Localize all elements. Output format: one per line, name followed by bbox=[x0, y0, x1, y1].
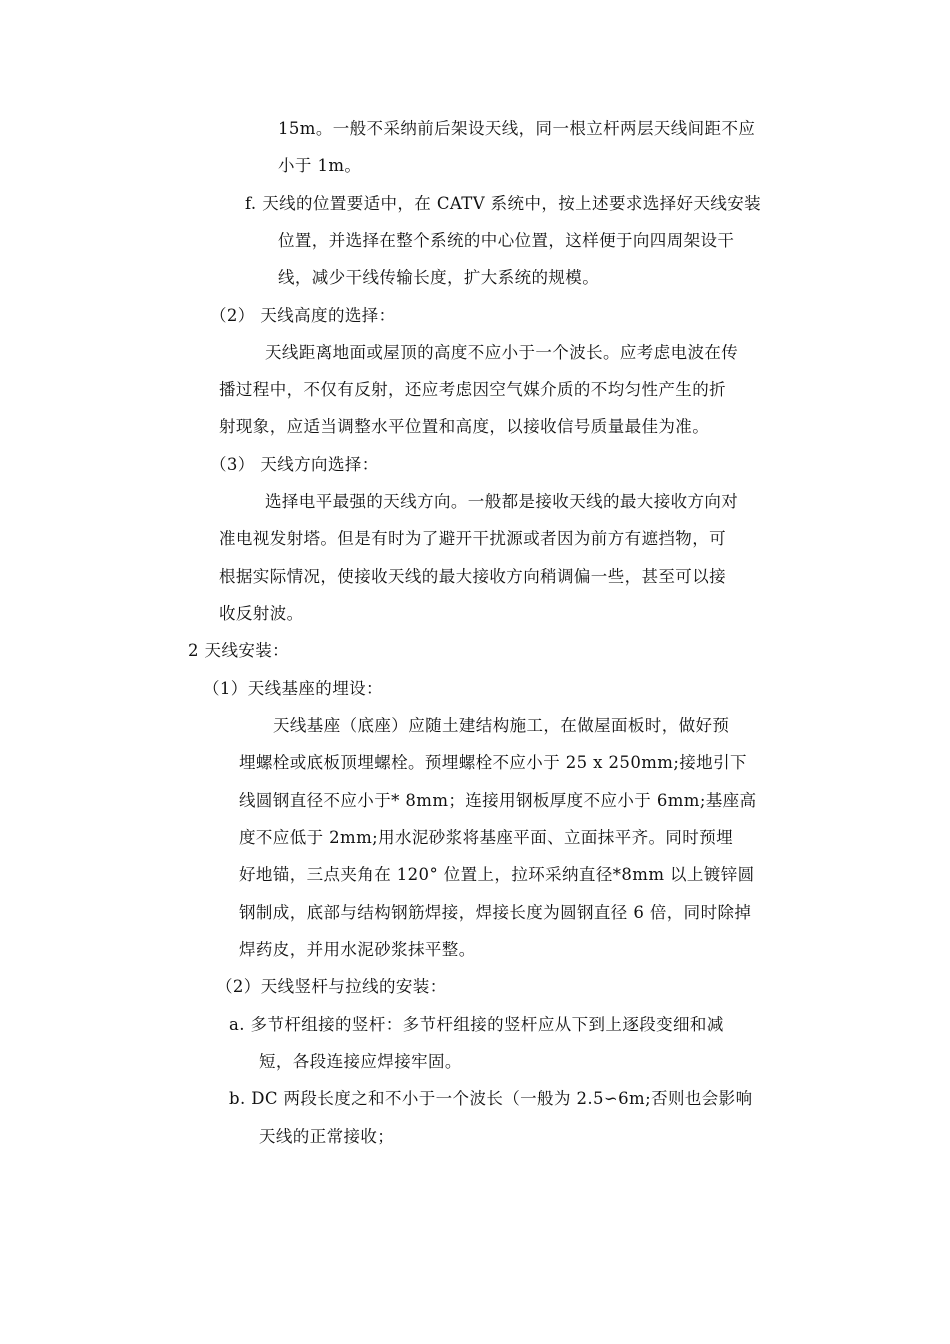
text-line: 播过程中，不仅有反射，还应考虑因空气媒介质的不均匀性产生的折 bbox=[219, 380, 726, 399]
text-line: 射现象，应适当调整水平位置和高度，以接收信号质量最佳为准。 bbox=[219, 417, 710, 436]
chapter-heading: 2 天线安装： bbox=[188, 641, 290, 660]
text-line: 15m。一般不采纳前后架设天线，同一根立杆两层天线间距不应 bbox=[278, 119, 756, 138]
text-line: 短，各段连接应焊接牢固。 bbox=[259, 1052, 462, 1071]
text-line: 天线基座（底座）应随土建结构施工，在做屋面板时，做好预 bbox=[273, 716, 730, 735]
text-line: 埋螺栓或底板顶埋螺栓。预埋螺栓不应小于 25 x 250mm;接地引下 bbox=[239, 753, 747, 772]
text-line: 天线的正常接收； bbox=[259, 1127, 395, 1146]
text-line: 小于 1m。 bbox=[278, 156, 362, 175]
section-heading: （2）天线竖杆与拉线的安装： bbox=[216, 977, 447, 996]
list-item-a: a. 多节杆组接的竖杆：多节杆组接的竖杆应从下到上逐段变细和减 bbox=[229, 1015, 724, 1034]
text-line: 线，减少干线传输长度，扩大系统的规模。 bbox=[278, 268, 600, 287]
text-line: 度不应低于 2mm;用水泥砂浆将基座平面、立面抹平齐。同时预埋 bbox=[239, 828, 733, 847]
text-line: 好地锚，三点夹角在 120° 位置上，拉环采纳直径*8mm 以上镀锌圆 bbox=[239, 865, 755, 884]
text-line: 线圆钢直径不应小于* 8mm；连接用钢板厚度不应小于 6mm;基座高 bbox=[239, 791, 757, 810]
list-item-f: f. 天线的位置要适中，在 CATV 系统中，按上述要求选择好天线安装 bbox=[245, 194, 762, 213]
text-line: 收反射波。 bbox=[219, 604, 304, 623]
section-heading: （3） 天线方向选择： bbox=[210, 455, 379, 474]
text-line: 钢制成，底部与结构钢筋焊接，焊接长度为圆钢直径 6 倍，同时除掉 bbox=[239, 903, 752, 922]
section-heading: （2） 天线高度的选择： bbox=[210, 306, 396, 325]
text-line: 根据实际情况，使接收天线的最大接收方向稍调偏一些，甚至可以接 bbox=[219, 567, 726, 586]
text-line: 准电视发射塔。但是有时为了避开干扰源或者因为前方有遮挡物，可 bbox=[219, 529, 726, 548]
list-item-b: b. DC 两段长度之和不小于一个波长（一般为 2.5∽6m;否则也会影响 bbox=[229, 1089, 753, 1108]
text-line: 选择电平最强的天线方向。一般都是接收天线的最大接收方向对 bbox=[265, 492, 739, 511]
text-line: 焊药皮，并用水泥砂浆抹平整。 bbox=[239, 940, 476, 959]
text-line: 天线距离地面或屋顶的高度不应小于一个波长。应考虑电波在传 bbox=[265, 343, 739, 362]
text-line: 位置，并选择在整个系统的中心位置，这样便于向四周架设干 bbox=[278, 231, 735, 250]
section-heading: （1）天线基座的埋设： bbox=[203, 679, 383, 698]
